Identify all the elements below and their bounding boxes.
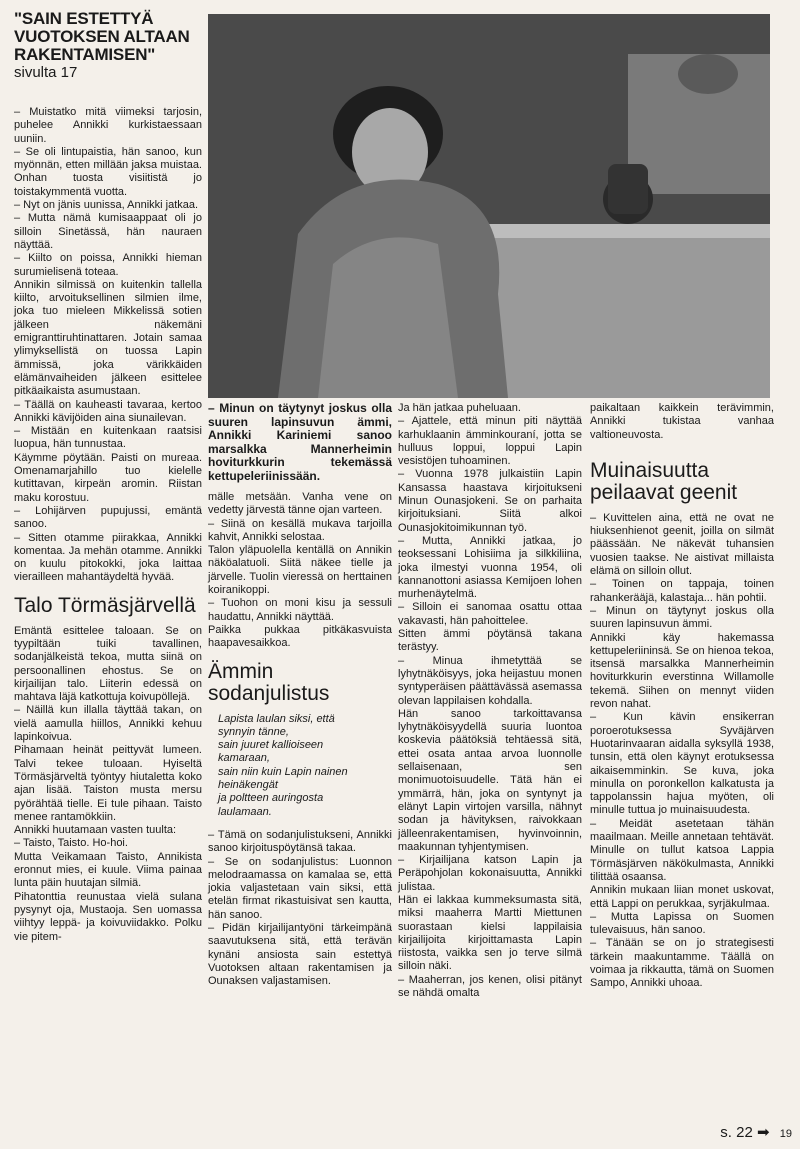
paragraph: Pihamaan heinät peittyvät lumeen. Talvi tekee tuloaan. Hyiseltä Törmäsjärveltä työntyy hiutaletta koko ajan lisää. Taiston musta mersu pyörähtää tielle. Ei tule pihaan. Taisto menee rantamökkiin. bbox=[14, 744, 202, 823]
paragraph: paikaltaan kaikkein terävimmin, Annikki tukistaa vanhaa valtioneuvosta. bbox=[590, 402, 774, 441]
paragraph: mälle metsään. Vanha vene on vedetty järvestä tänne ojan varteen. bbox=[208, 491, 392, 517]
paragraph: – Kiilto on poissa, Annikki hieman surumielisenä toteaa. bbox=[14, 252, 202, 278]
paragraph: – Pidän kirjailijantyöni tärkeimpänä saavutuksena sitä, että terävän kynäni ansiosta sain estettyä Vuotoksen altaan rakentamisen ja Ounaksen valjastamisen. bbox=[208, 922, 392, 988]
paragraph: Käymme pöytään. Paisti on mureaa. Omenamarjahillo tuo kielelle kutittavan, kirpeän aromin. Riistan maku korostuu. bbox=[14, 451, 202, 504]
paragraph: Paikka pukkaa pitkäkasvuista haapavesaikkoa. bbox=[208, 623, 392, 650]
paragraph: – Minun on täytynyt joskus olla suuren lapinsuvun ämmi. bbox=[590, 604, 774, 631]
paragraph: Annikki käy hakemassa kettupeleriininsä. Se on hienoa tekoa, itsensä marsalkka Mannerheimin hoviturkkurin everstinna Willamolle tekemä. Siihen on mennyt viiden revon nahat. bbox=[590, 631, 774, 711]
headline-line-3: RAKENTAMISEN" bbox=[14, 45, 156, 64]
column-4 bbox=[590, 402, 774, 991]
paragraph: – Ajattele, että minun piti näyttää karhuklaanin ämminkouraní, jotta se hulluus loppui, loppui Lapin vesistöjen tuhoaminen. bbox=[398, 415, 582, 468]
poem-line: kamaraan, bbox=[218, 752, 270, 765]
paragraph: – Kuvittelen aina, että ne ovat ne hiuksenhienot geenit, joilla on silmät päässään. Ne näkevät tuhansien vuosien taakse. Ne aistivat millaista elämä on silloin ollut. bbox=[590, 511, 774, 578]
poem-line: synnyin tänne, bbox=[218, 725, 289, 738]
paragraph: – Mutta, Annikki jatkaa, jo teoksessani Lohisiima ja silkkiliina, joka ilmestyi vuonna 1954, oli kannanottoni asiassa Kemijoen lohen murhenäytelmä. bbox=[398, 534, 582, 601]
column-2 bbox=[208, 402, 392, 989]
paragraph: – Taisto, Taisto. Ho-hoi. bbox=[14, 837, 128, 850]
column-3 bbox=[398, 402, 582, 1000]
paragraph: – Vuonna 1978 julkaistiin Lapin Kansassa haastava kirjoitukseni Minun Ounasjokeni. Se on parhaita kirjoituksiani. Siitä alkoi Ounasjokitoimikunnan työ. bbox=[398, 468, 582, 534]
paragraph: Annikin silmissä on kuitenkin tallella kiilto, arvoituksellinen silmien ilme, joka tuo mieleen Mikkelissä sotien jälkeen näkemäni emigranttiruhtinattaren. Jotain samaa ylimyksellistä on tuossa Lapin ämmissä, joka värikkäiden elämänvaiheiden jälkeen esittelee pitkäaikaista asumustaan. bbox=[14, 278, 202, 398]
page-reference: sivulta 17 bbox=[14, 64, 78, 81]
poem-line: ja poltteen auringosta bbox=[218, 792, 324, 805]
paragraph: Annikin mukaan liian monet uskovat, että Lappi on perukkaa, syrjäkulmaa. bbox=[590, 884, 774, 910]
paragraph: – Kirjailijana katson Lapin ja Peräpohjolan kokonaisuutta, Annikki julistaa. bbox=[398, 854, 582, 893]
paragraph: Pihatonttia reunustaa vielä sulana pysynyt oja, Mustaoja. Sen uomassa viihtyy leppä- ja koivuviidakko. Polku vie pitem- bbox=[14, 890, 202, 943]
photo-illustration bbox=[208, 14, 770, 398]
headline-line-2: VUOTOKSEN ALTAAN bbox=[14, 27, 190, 46]
section-heading-sodanjulistus: Ämmin sodanjulistus bbox=[208, 659, 330, 705]
section-heading-geenit: Muinaisuutta peilaavat geenit bbox=[590, 458, 738, 504]
paragraph: Annikki huutamaan vasten tuulta: bbox=[14, 824, 177, 837]
paragraph: – Maaherran, jos kenen, olisi pitänyt se nähdä omalta bbox=[398, 973, 582, 1000]
poem-line: sain juuret kallioiseen bbox=[218, 739, 324, 752]
paragraph: – Mutta nämä kumisaappaat oli jo silloin Sinetässä, hän nauraen näyttää. bbox=[14, 212, 202, 251]
arrow-right-icon: ➡ bbox=[757, 1124, 770, 1141]
paragraph: Mutta Veikamaan Taisto, Annikista eronnut mies, ei kuule. Viima painaa lunta päin huutajan silmiä. bbox=[14, 850, 202, 890]
section-heading-talo: Talo Törmäsjärvellä bbox=[14, 593, 196, 617]
paragraph: – Minua ihmetyttää se lyhytnäköisyys, joka heijastuu monen syntyperäisen päättävässä asemassa olevan lappilaisen kohdalla. bbox=[398, 654, 582, 707]
paragraph: Hän sanoo tarkoittavansa lyhytnäköisyydellä suuria luontoa koskevia päätöksiä tehtäessä sitä, ettei osata antaa arvoa luonnolle sellaisenaan, sen monimuotoisuudelle. Tätä hän ei ymmärrä, hän, joka on syntynyt ja elänyt Lapin virtojen varsilla, nähnyt sodan ja hävityksen, raivokkaan jälleenrakentamisen, hyvinvoinnin, maakunnan tyhjentymisen. bbox=[398, 707, 582, 853]
paragraph: – Muistatko mitä viimeksi tarjosin, puhelee Annikki kurkistaessaan uuniin. bbox=[14, 106, 202, 145]
poem-line: laulamaan. bbox=[218, 805, 272, 818]
paragraph: – Tänään se on jo strategisesti tärkein maakuntamme. Täällä on voimaa ja rikkautta, tämä on Suomen Sampo, Annikki uhoaa. bbox=[590, 937, 774, 990]
paragraph: – Sitten otamme piirakkaa, Annikki komentaa. Ja mehän otamme. Annikki on kuulu pitokokki, joka laittaa vierailleen mahantäydeltä hyvää. bbox=[14, 531, 202, 584]
paragraph: Sitten ämmi pöytänsä takana terästyy. bbox=[398, 628, 582, 654]
continue-reference: s. 22 bbox=[720, 1124, 753, 1141]
paragraph: – Se on sodanjulistus: Luonnon melodraamassa on kamalaa se, että jokia valjastetaan vain siksi, että etelän firmat rikastuisivat sen kautta, hän sanoo. bbox=[208, 855, 392, 921]
paragraph: – Tuohon on moni kisu ja sessuli haudattu, Annikki näyttää. bbox=[208, 597, 392, 623]
paragraph: – Näillä kun illalla täyttää takan, on vielä aamulla hiillos, Annikki kehuu lapinkoivua. bbox=[14, 704, 202, 744]
paragraph: – Mutta Lapissa on Suomen tulevaisuus, hän sanoo. bbox=[590, 910, 774, 937]
paragraph: – Toinen on tappaja, toinen rahankerääjä, kalastaja... hän pohtii. bbox=[590, 578, 774, 604]
page-footer bbox=[720, 1123, 792, 1141]
paragraph: Emäntä esittelee taloaan. Se on tyypiltään tuiki tavallinen, sodanjälkeistä tekoa, mutta siinä on persoonallinen ehostus. Se on kirjailijan talo. Liiterin edessä on mahtava läjä katkottuja koivupöllejä. bbox=[14, 624, 202, 704]
paragraph: – Lohijärven pupujussi, emäntä sanoo. bbox=[14, 504, 202, 531]
column-1 bbox=[14, 106, 202, 944]
poem bbox=[218, 713, 392, 819]
poem-line: sain niin kuin Lapin nainen bbox=[218, 765, 348, 778]
paragraph: – Siinä on kesällä mukava tarjoilla kahvit, Annikki selostaa. bbox=[208, 517, 392, 543]
paragraph: – Tämä on sodanjulistukseni, Annikki sanoo kirjoituspöytänsä takaa. bbox=[208, 828, 392, 855]
portrait-photo bbox=[208, 14, 770, 398]
spacer bbox=[208, 483, 392, 491]
poem-line: Lapista laulan siksi, että bbox=[218, 712, 335, 725]
page-number: 19 bbox=[779, 1128, 792, 1140]
paragraph: Hän ei lakkaa kummeksumasta sitä, miksi maaherra Martti Miettunen suorastaan kielsi lappilaisia kirjailijoita kirjoittamasta Lapin riistosta, vaikka sen jo terve silmä silloin näki. bbox=[398, 893, 582, 973]
paragraph: Ja hän jatkaa puheluaan. bbox=[398, 402, 521, 414]
paragraph: – Silloin ei sanomaa osattu ottaa vakavasti, hän pahoittelee. bbox=[398, 601, 582, 627]
headline-line-1: "SAIN ESTETTYÄ bbox=[14, 9, 154, 28]
headline bbox=[14, 10, 204, 81]
pull-quote: – Minun on täytynyt joskus olla suuren lapinsuvun ämmi, Annikki Kariniemi sanoo marsalkka Mannerheimin hoviturkkurin tekemässä kettupeleriinissään. bbox=[208, 401, 392, 483]
paragraph: – Kun kävin ensikerran poroerotuksessa Syväjärven Huotarinvaaran aidalla syksyllä 1938, tunsin, että olen käynyt erotuksessa aikaisemminkin. Se kuva, joka minulla on poronkellon kalkatusta ja tappolanssin hajua myöten, oli minulle tuttua jo muinaisuudesta. bbox=[590, 711, 774, 817]
paragraph: – Täällä on kauheasti tavaraa, kertoo Annikki kävijöiden aina siunailevan. bbox=[14, 398, 202, 424]
paragraph: – Mistään en kuitenkaan raatsisi luopua, hän tunnustaa. bbox=[14, 425, 202, 451]
paragraph: – Meidät asetetaan tähän maailmaan. Meille annetaan tehtävät. Minulle on tullut katsoa Lappia Törmäsjärven näkökulmasta, Annikki tilittää osaansa. bbox=[590, 817, 774, 883]
paragraph: Talon yläpuolella kentällä on Annikin näköalatuoli. Siitä näkee tielle ja järvelle. Tuolin vieressä on herttainen koiranikoppi. bbox=[208, 544, 392, 597]
paragraph: – Nyt on jänis uunissa, Annikki jatkaa. bbox=[14, 199, 199, 212]
poem-line: heinäkengät bbox=[218, 779, 278, 792]
paragraph: – Se oli lintupaistia, hän sanoo, kun myönnän, etten millään jaksa muistaa. Onhan tuosta visiitistä jo toistakymmentä vuotta. bbox=[14, 145, 202, 198]
